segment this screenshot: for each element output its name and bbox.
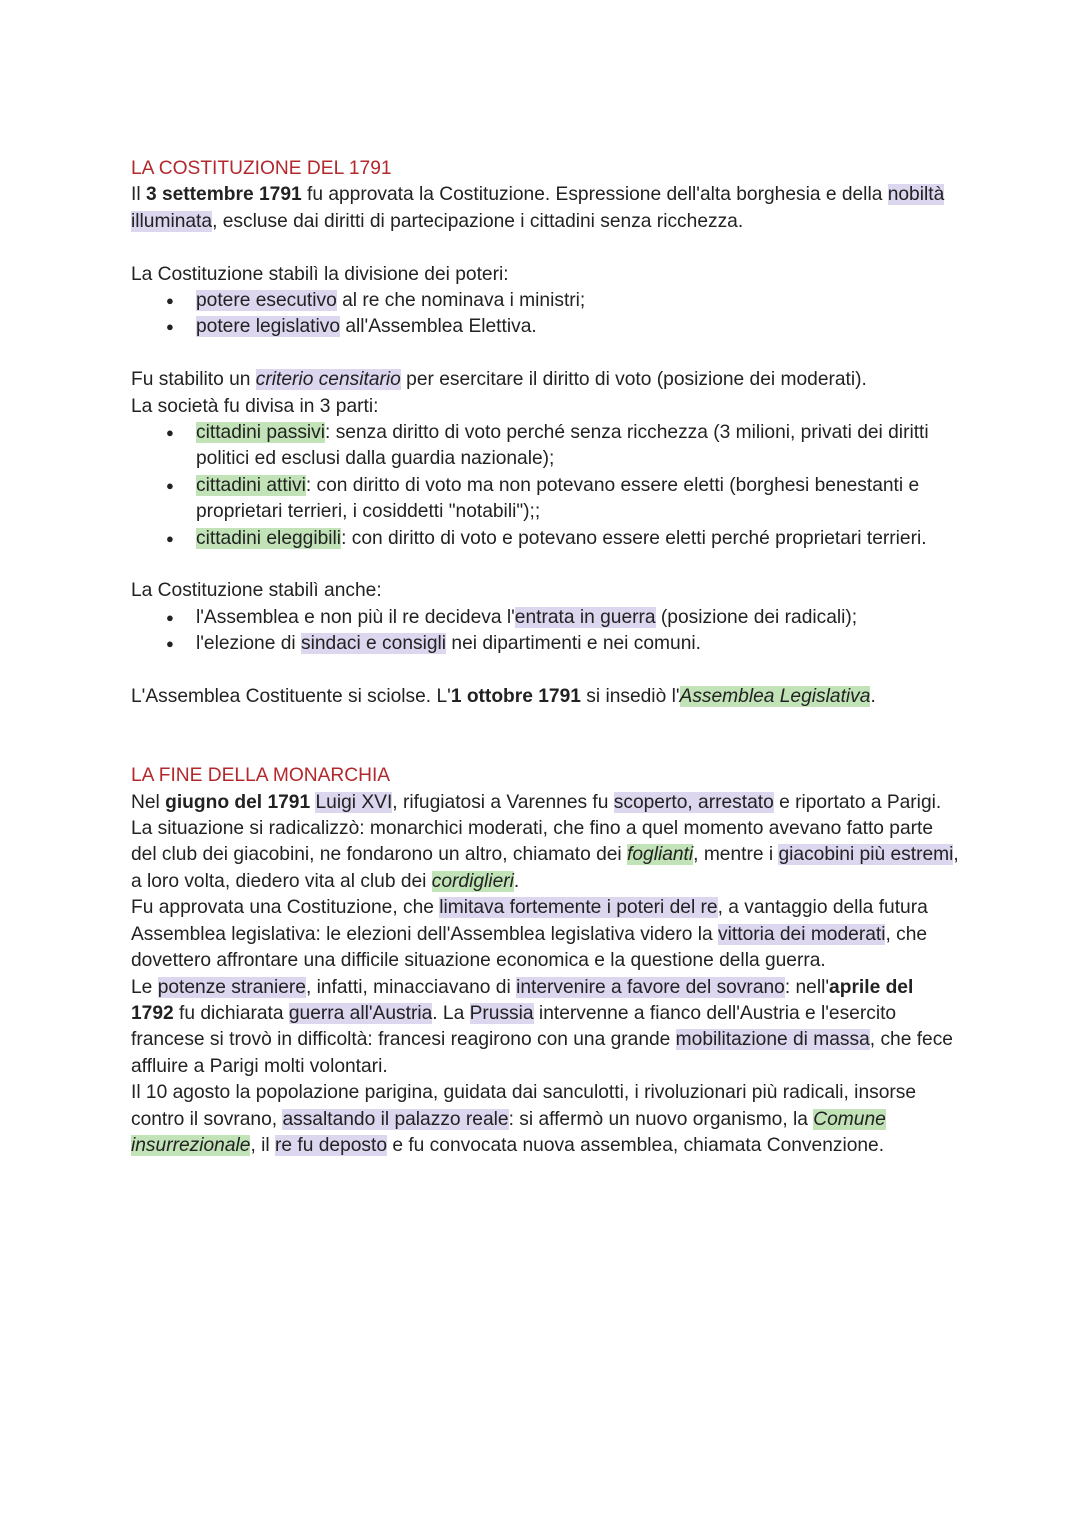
text-run: La Costituzione stabilì la divisione dei poteri: — [131, 263, 509, 285]
highlighted-term: entrata in guerra — [514, 606, 656, 628]
text-run: , il — [250, 1134, 275, 1156]
bold-text: giugno del 1791 — [165, 791, 311, 813]
bullet-item — [131, 314, 961, 340]
text-run: : si affermò un nuovo organismo, la — [508, 1108, 814, 1130]
text-run: : con diritto di voto ma non potevano essere eletti (borghesi benestanti e proprietari terrieri, i cosiddetti "notabili");; — [196, 474, 920, 523]
section-title-monarchia: LA FINE DELLA MONARCHIA — [131, 765, 391, 787]
paragraph — [131, 182, 961, 235]
highlighted-term: nobiltà illuminata — [131, 184, 945, 232]
text-run: : senza diritto di voto perché senza ricchezza (3 milioni, privati dei diritti politici ed esclusi dalla guardia nazionale); — [196, 422, 929, 470]
bullet-item — [131, 473, 961, 526]
text-run: , infatti, minacciavano di — [305, 976, 517, 998]
text-run: Il — [131, 184, 146, 206]
highlighted-term: cittadini attivi — [196, 474, 306, 496]
bullet-item — [131, 420, 961, 473]
bullet-item — [131, 288, 961, 314]
text-run: : con diritto di voto e potevano essere eletti perché proprietari terrieri. — [341, 527, 927, 549]
text-run: e riportato a Parigi. La situazione si radicalizzò: monarchici moderati, che fino a quel momento avevano fatto parte del club dei giacobini, ne fondarono un altro, chiamato dei — [131, 791, 942, 866]
text-run: Nel — [131, 791, 166, 813]
highlighted-term: vittoria dei moderati — [718, 923, 886, 945]
highlighted-term: foglianti — [627, 844, 694, 866]
highlighted-term: guerra all'Austria — [288, 1002, 433, 1024]
highlighted-term: potere esecutivo — [196, 290, 337, 312]
highlighted-term: intervenire a favore del sovrano — [516, 976, 785, 998]
text-run: , che fece affluire a Parigi molti volontari. — [131, 1029, 953, 1077]
text-run: (posizione dei radicali); — [655, 606, 858, 628]
highlighted-term: giacobini più estremi — [778, 844, 954, 866]
text-run: , rifugiatosi a Varennes fu — [392, 791, 614, 813]
text-run: . — [513, 870, 520, 892]
bullet-list — [131, 605, 961, 658]
bullet-item — [131, 526, 961, 552]
highlighted-term: assaltando il palazzo reale — [282, 1108, 509, 1130]
text-run: Fu stabilito un — [131, 369, 256, 391]
highlighted-term: criterio censitario — [255, 369, 401, 391]
highlighted-term: scoperto, arrestato — [613, 791, 774, 813]
text-run: , escluse dai diritti di partecipazione i cittadini senza ricchezza. — [212, 210, 744, 232]
paragraph — [131, 684, 961, 710]
paragraph — [131, 895, 961, 974]
paragraph — [131, 394, 961, 420]
bullet-item — [131, 631, 961, 657]
text-run: l'elezione di — [196, 633, 301, 655]
highlighted-term: sindaci e consigli — [301, 633, 447, 655]
text-run: Fu approvata una Costituzione, che — [131, 897, 440, 919]
text-run: al re che nominava i ministri; — [336, 290, 586, 312]
text-run: fu dichiarata — [173, 1002, 289, 1024]
paragraph — [131, 975, 961, 1081]
text-run: Le — [131, 976, 158, 998]
text-run: , a loro volta, diedero vita al club dei — [131, 844, 959, 892]
section-title-costituzione: LA COSTITUZIONE DEL 1791 — [131, 158, 392, 179]
bullet-item — [131, 605, 961, 631]
highlighted-term: limitava fortemente i poteri del re — [439, 897, 718, 919]
text-run: intervenne a fianco dell'Austria e l'esercito francese si trovò in difficoltà: francesi reagirono con una grande — [131, 1002, 897, 1051]
paragraph — [131, 367, 961, 393]
highlighted-term: Prussia — [469, 1002, 534, 1024]
highlighted-term: potenze straniere — [157, 976, 306, 998]
bold-text: 3 settembre 1791 — [145, 184, 302, 206]
text-run: : nell' — [784, 976, 830, 998]
text-run: La società fu divisa in 3 parti: — [131, 395, 379, 417]
text-run: , che dovettero affrontare una difficile situazione economica e la questione della guerra. — [131, 923, 928, 972]
paragraph — [131, 262, 961, 288]
highlighted-term: cordiglieri — [431, 870, 514, 892]
text-run: fu approvata la Costituzione. Espressione dell'alta borghesia e della — [301, 184, 888, 206]
highlighted-term: cittadini eleggibili — [196, 527, 342, 549]
text-run: . — [870, 686, 876, 708]
highlighted-term: potere legislativo — [196, 316, 340, 338]
text-run: , a vantaggio della futura Assemblea legislativa: le elezioni dell'Assemblea legislativa videro la — [131, 897, 928, 945]
highlighted-term: Luigi XVI — [315, 791, 393, 813]
text-run: per esercitare il diritto di voto (posizione dei moderati). — [400, 369, 867, 391]
text-run: e fu convocata nuova assemblea, chiamata Convenzione. — [387, 1134, 885, 1156]
text-run: Il 10 agosto la popolazione parigina, guidata dai sanculotti, i rivoluzionari più radicali, insorse contro il sovrano, — [131, 1082, 917, 1130]
paragraph — [131, 578, 961, 604]
document-content — [131, 156, 961, 1159]
text-run: . La — [432, 1002, 470, 1024]
paragraph — [131, 1080, 961, 1159]
text-run: si insediò l' — [580, 686, 680, 708]
highlighted-term: Assemblea Legislativa — [679, 686, 871, 708]
text-run: La Costituzione stabilì anche: — [131, 580, 382, 602]
highlighted-term: re fu deposto — [275, 1134, 388, 1156]
text-run: nei dipartimenti e nei comuni. — [446, 633, 701, 655]
bullet-list — [131, 420, 961, 552]
bold-text: 1 ottobre 1791 — [450, 686, 581, 708]
highlighted-term: mobilitazione di massa — [675, 1029, 870, 1051]
text-run: L'Assemblea Costituente si sciolse. L' — [131, 686, 451, 708]
paragraph — [131, 790, 961, 896]
text-run: l'Assemblea e non più il re decideva l' — [196, 606, 515, 628]
bullet-list — [131, 288, 961, 341]
highlighted-term: cittadini passivi — [196, 422, 326, 444]
text-run: , mentre i — [693, 844, 779, 866]
text-run: all'Assemblea Elettiva. — [340, 316, 537, 338]
bold-text: aprile del 1792 — [131, 976, 914, 1024]
highlighted-term: Comune insurrezionale — [131, 1108, 886, 1156]
